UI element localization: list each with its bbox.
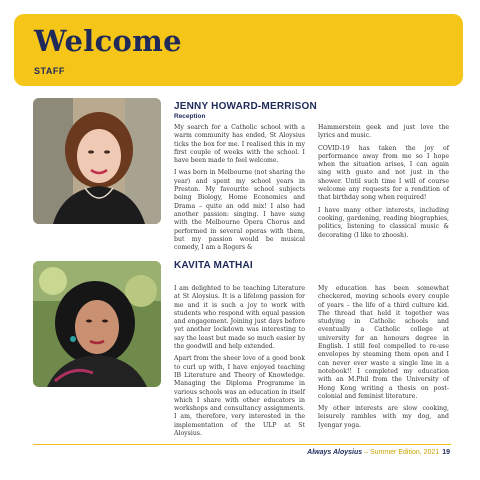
- page-title: Welcome: [34, 24, 182, 58]
- staff-bio-column: [318, 124, 449, 244]
- bio-paragraph: COVID-19 has taken the joy of performance away from me so I hope when the situation arises, I can again sing with gusto and not just in the shower. Until such time I will of course welcome any requests for a rendition of that birthday song when required!: [318, 144, 449, 202]
- bio-paragraph: My search for a Catholic school with a warm community has ended, St Aloysius ticks the box for me. I realised this in my first couple of weeks with the school. I have been made to feel welcome.: [174, 124, 305, 165]
- bio-paragraph: I have many other interests, including cooking, gardening, reading biographies, politics, listening to classical music & decorating (I like to zhoosh).: [318, 206, 449, 239]
- publication-name: Always Aloysius: [307, 449, 363, 456]
- staff-photo-kavita: [33, 261, 161, 387]
- page-footer: [307, 449, 450, 456]
- bio-paragraph: I was born in Melbourne (not sharing the year) and spent my school years in Preston. My favourite school subjects being Biology, Home Economics and Drama – quite an odd mix! I also had another passion: singing. I have sung with the Melbourne Opera Chorus and performed in several operas with them, but my passion would be musical comedy, I am a Rogers &: [174, 169, 305, 252]
- bio-paragraph: My education has been somewhat checkered, moving schools every couple of years – the life of a third culture kid. The thread that held it together was studying in Catholic schools and eventually a Catholic college at university for an honours degree in English. I still feel compelled to re-use envelopes by steaming them open and I can never ever waste a single line in a notebook!! I completed my education with an M.Phil from the University of Hong Kong writing a thesis on post-colonial and feminist literature.: [318, 285, 449, 400]
- footer-divider: [33, 444, 451, 445]
- page-number: 19: [442, 449, 450, 456]
- bio-paragraph: I am delighted to be teaching Literature at St Aloysius. It is a lifelong passion for me and it is such a joy to work with students who respond with equal passion and engagement. Joining just days before yet another lockdown was interesting to say the least but made so much easier by the goodwill and help extended.: [174, 285, 305, 351]
- section-label: STAFF: [34, 66, 65, 76]
- edition-label: – Summer Edition, 2021: [362, 449, 440, 456]
- staff-bio-column: [174, 285, 305, 442]
- header-banner: [14, 14, 463, 86]
- staff-bio-column: [174, 124, 305, 256]
- staff-role: Reception: [174, 113, 206, 120]
- bio-paragraph: My other interests are slow cooking, leisurely rambles with my dog, and Iyengar yoga.: [318, 405, 449, 429]
- staff-name: KAVITA MATHAI: [174, 260, 253, 271]
- staff-name: JENNY HOWARD-MERRISON: [174, 101, 317, 112]
- staff-bio-column: [318, 285, 449, 434]
- bio-paragraph: Apart from the sheer love of a good book to curl up with, I have enjoyed teaching IB Literature and Theory of Knowledge. Managing the Diploma Programme in various schools was an education in itself which I share with other educators in workshops and consultancy assignments. I am, therefore, very interested in the implementation of the ULP at St Aloysius.: [174, 355, 305, 438]
- staff-photo-jenny: [33, 98, 161, 224]
- bio-paragraph: Hammerstein geek and just love the lyrics and music.: [318, 124, 449, 140]
